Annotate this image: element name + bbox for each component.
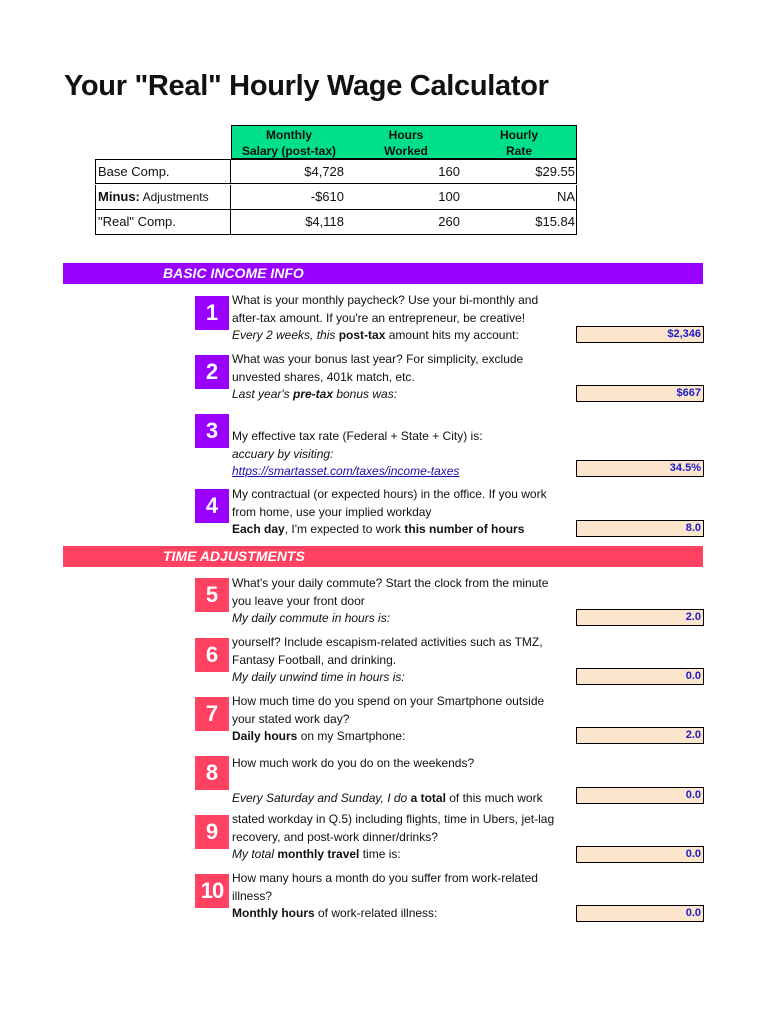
- summary-row-adjustments: [95, 185, 577, 210]
- question-text: [232, 634, 572, 687]
- question-line: stated workday in Q.5) including flights, time in Ubers, jet-lag: [232, 812, 555, 826]
- question-line: accuary by visiting:: [232, 446, 334, 461]
- prompt-bold: pre-tax: [292, 387, 333, 401]
- section-title: TIME ADJUSTMENTS: [163, 548, 305, 564]
- answer-prompt: [232, 846, 572, 864]
- answer-input[interactable]: $2,346: [576, 326, 704, 343]
- header-hourly-rate: [464, 127, 574, 159]
- column-divider: [230, 185, 231, 209]
- answer-prompt: [232, 790, 572, 808]
- answer-input[interactable]: 2.0: [576, 727, 704, 744]
- question-line: What was your bonus last year? For simplicity, exclude: [232, 352, 524, 366]
- question-text: [232, 755, 572, 808]
- question-number: 3: [195, 414, 229, 448]
- question-line: unvested shares, 401k match, etc.: [232, 369, 415, 384]
- prompt-bold: Each day: [232, 522, 285, 536]
- prompt-text: of this much work: [445, 791, 543, 805]
- question-number: 10: [195, 874, 229, 908]
- rate-cell: NA: [556, 189, 575, 204]
- header-line: Salary (post-tax): [241, 144, 337, 158]
- question-line: My effective tax rate (Federal + State + City) is:: [232, 429, 483, 443]
- salary-cell: -$610: [310, 189, 344, 204]
- question-line: after-tax amount. If you're an entrepreneur, be creative!: [232, 310, 526, 325]
- tax-rate-link[interactable]: https://smartasset.com/taxes/income-taxes: [232, 464, 460, 478]
- section-time-adjustments: [63, 546, 703, 567]
- question-line: What is your monthly paycheck? Use your bi-monthly and: [232, 293, 539, 307]
- header-line: Monthly: [266, 128, 312, 142]
- question-text: [232, 428, 572, 481]
- answer-input[interactable]: 8.0: [576, 520, 704, 537]
- header-line: Hourly: [499, 128, 538, 142]
- header-line: Hours: [388, 128, 424, 142]
- column-divider: [230, 210, 231, 234]
- header-hours-worked: [350, 127, 462, 159]
- page-title: Your "Real" Hourly Wage Calculator: [64, 70, 549, 102]
- hours-cell: 100: [438, 189, 460, 204]
- header-line: Worked: [384, 144, 428, 158]
- prompt-italic: Every Saturday and Sunday, I do: [232, 791, 411, 805]
- question-line: How much work do you do on the weekends?: [232, 756, 475, 770]
- question-line: illness?: [232, 888, 273, 903]
- answer-input[interactable]: 0.0: [576, 846, 704, 863]
- answer-prompt: My daily commute in hours is:: [232, 611, 391, 625]
- row-label-text: "Real" Comp.: [98, 214, 176, 229]
- header-line: Rate: [505, 144, 532, 158]
- question-line: My contractual (or expected hours) in the office. If you work: [232, 487, 547, 501]
- prompt-bold: Monthly hours: [232, 906, 315, 920]
- prompt-bold: monthly travel: [277, 847, 360, 861]
- question-text: [232, 693, 572, 746]
- question-number: 9: [195, 815, 229, 849]
- summary-header: [231, 125, 577, 159]
- question-line: your stated work day?: [232, 711, 350, 726]
- question-line: you leave your front door: [232, 593, 365, 608]
- row-label: [98, 189, 230, 204]
- question-number: 4: [195, 489, 229, 523]
- question-text: [232, 486, 572, 539]
- prompt-text: on my Smartphone:: [297, 729, 406, 743]
- prompt-text: amount hits my account:: [385, 328, 519, 342]
- question-number: 2: [195, 355, 229, 389]
- answer-input[interactable]: $667: [576, 385, 704, 402]
- column-divider: [230, 160, 231, 183]
- question-text: [232, 870, 572, 923]
- prompt-italic: Last year's: [232, 387, 293, 401]
- question-text: [232, 351, 572, 404]
- question-number: 1: [195, 296, 229, 330]
- question-line: from home, use your implied workday: [232, 504, 432, 519]
- question-number: 5: [195, 578, 229, 612]
- answer-input[interactable]: 0.0: [576, 905, 704, 922]
- row-label: [98, 214, 230, 229]
- salary-cell: $4,118: [305, 214, 344, 229]
- question-line: How much time do you spend on your Smartphone outside: [232, 694, 545, 708]
- salary-cell: $4,728: [304, 164, 344, 179]
- header-monthly-salary: [232, 127, 346, 159]
- question-number: 7: [195, 697, 229, 731]
- prompt-italic: My total: [232, 847, 278, 861]
- question-line: How many hours a month do you suffer from work-related: [232, 871, 538, 885]
- hours-cell: 260: [438, 214, 460, 229]
- row-label-text: Adjustments: [139, 190, 209, 204]
- question-line: What's your daily commute? Start the clock from the minute: [232, 576, 549, 590]
- question-line: Fantasy Football, and drinking.: [232, 652, 397, 667]
- prompt-bold: Daily hours: [232, 729, 298, 743]
- prompt-italic: Every 2 weeks, this: [232, 328, 339, 342]
- prompt-bold: a total: [410, 791, 446, 805]
- summary-row-real: [95, 210, 577, 235]
- prompt-text: , I'm expected to work: [284, 522, 405, 536]
- answer-prompt: [232, 521, 572, 539]
- question-number: 6: [195, 638, 229, 672]
- row-label-text: Base Comp.: [98, 164, 170, 179]
- answer-input[interactable]: 0.0: [576, 787, 704, 804]
- rate-cell: $15.84: [535, 214, 575, 229]
- answer-prompt: [232, 728, 572, 746]
- answer-input[interactable]: 0.0: [576, 668, 704, 685]
- section-basic-income: [63, 263, 703, 284]
- prompt-italic: bonus was:: [333, 387, 398, 401]
- blank-line: [232, 773, 572, 791]
- hours-cell: 160: [438, 164, 460, 179]
- rate-cell: $29.55: [535, 164, 575, 179]
- answer-prompt: [232, 905, 572, 923]
- section-title: BASIC INCOME INFO: [163, 265, 304, 281]
- answer-prompt: My daily unwind time in hours is:: [232, 670, 405, 684]
- question-line: recovery, and post-work dinner/drinks?: [232, 829, 438, 844]
- answer-prompt: [232, 327, 572, 345]
- prompt-bold: this number of hours: [404, 522, 525, 536]
- question-line: yourself? Include escapism-related activities such as TMZ,: [232, 635, 543, 649]
- prompt-bold: post-tax: [338, 328, 386, 342]
- summary-row-base: [95, 159, 577, 184]
- question-text: [232, 292, 572, 345]
- question-text: [232, 811, 572, 864]
- prompt-text: time is:: [359, 847, 401, 861]
- question-text: [232, 575, 572, 628]
- question-number: 8: [195, 756, 229, 790]
- answer-prompt: [232, 386, 572, 404]
- answer-input[interactable]: 34.5%: [576, 460, 704, 477]
- prompt-text: of work-related illness:: [314, 906, 438, 920]
- row-label: [98, 164, 230, 179]
- row-label-bold: Minus:: [98, 189, 140, 204]
- answer-input[interactable]: 2.0: [576, 609, 704, 626]
